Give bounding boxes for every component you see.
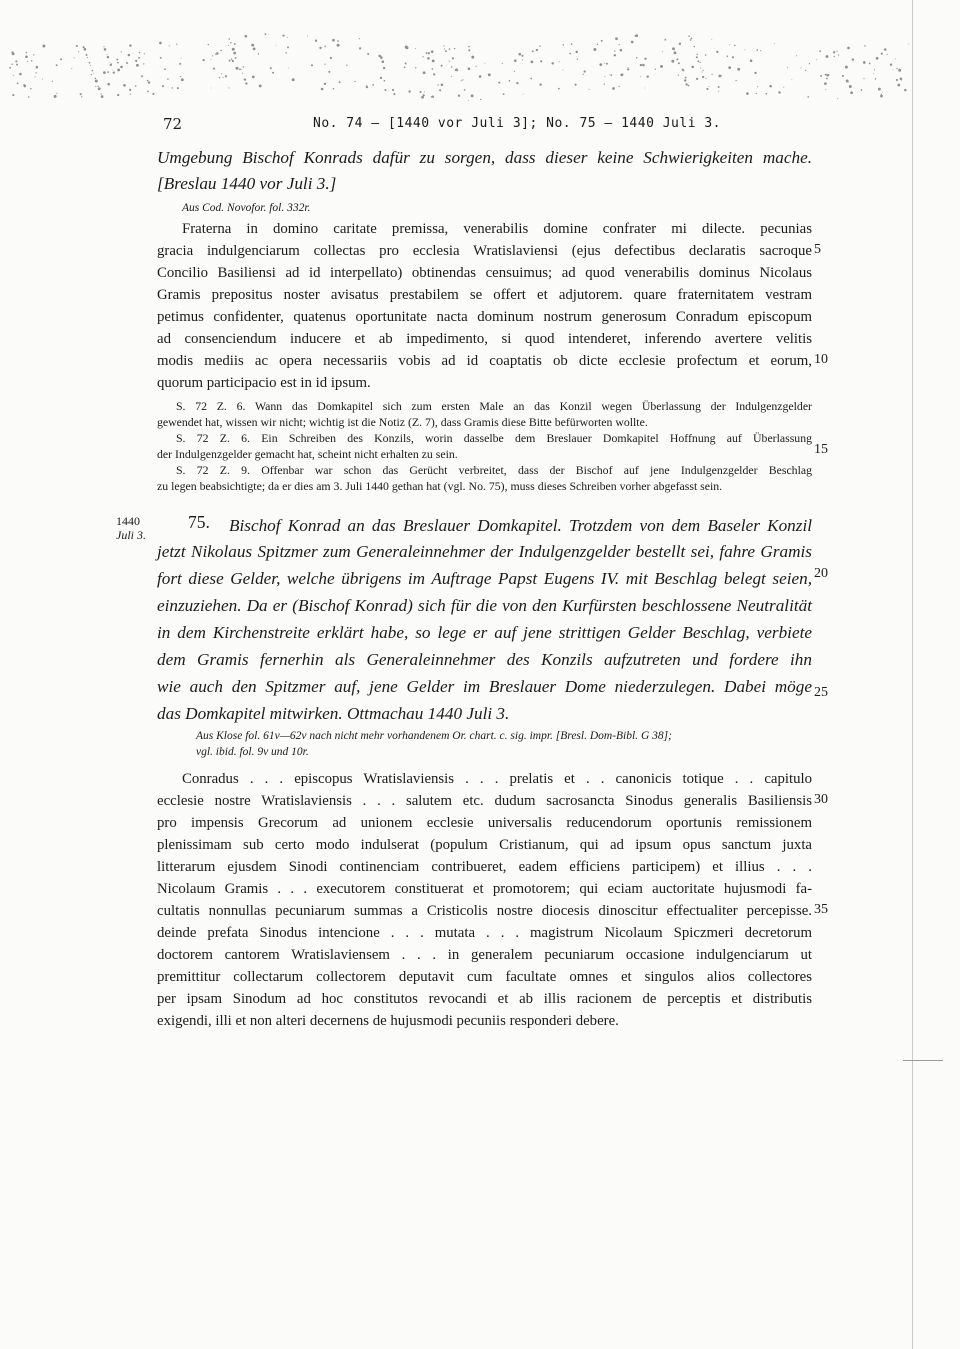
line-number: 20	[814, 566, 828, 581]
doc74-text-line: quorum participacio est in id ipsum.	[157, 375, 371, 391]
doc74-source: Aus Cod. Novofor. fol. 332r.	[182, 202, 311, 214]
margin-year: 1440	[116, 514, 140, 528]
doc75-text-line: Nicolaum Gramis . . . executorem constituerat et promotorem; qui eciam auctoritate hujusmodi fa-	[157, 881, 812, 897]
doc74-text-line: gracia indulgenciarum collectas pro ecclesia Wratislaviensi (ejus defectibus declaratis sacroque	[157, 243, 812, 259]
doc75-text-line: exigendi, illi et non alteri decernens de hujusmodi pecuniis responderi debere.	[157, 1013, 619, 1029]
doc75-source-line: vgl. ibid. fol. 9v und 10r.	[196, 746, 309, 758]
doc74-text-line: Fraterna in domino caritate premissa, venerabilis domine confrater mi dilecte. pecunias	[182, 221, 812, 237]
line-number: 10	[814, 352, 828, 367]
line-number: 35	[814, 902, 828, 917]
doc75-regest-line: in dem Kirchenstreite erklärt habe, so lege er auf jene strittigen Gelder Beschlag, verbiete	[157, 623, 812, 642]
doc74-text-line: Concilio Basiliensi ad id interpellato) obtinendas censuimus; ad quod venerabilis dominus Nicolaus	[157, 265, 812, 281]
doc74-note-line: S. 72 Z. 6. Wann das Domkapitel sich zum ersten Male an das Konzil wegen Überlassung der Indulgenzgelder	[176, 399, 812, 413]
document-number: 75.	[188, 512, 210, 532]
doc75-text-line: per ipsam Sinodum ad hoc constitutos revocandi et ab illis racionem de perceptis et distributis	[157, 991, 812, 1007]
doc75-regest-line: das Domkapitel mitwirken. Ottmachau 1440 Juli 3.	[157, 704, 510, 723]
doc75-regest-line: jetzt Nikolaus Spitzmer zum Generaleinnehmer der Indulgenzgelder bestellt sei, fahre Gramis	[157, 542, 812, 561]
doc75-text-line: deinde prefata Sinodus intencione . . . mutata . . . magistrum Nicolaum Spiczmeri decretorum	[157, 925, 812, 941]
doc74-note-line: S. 72 Z. 6. Ein Schreiben des Konzils, worin dasselbe dem Breslauer Domkapitel Hoffnung auf Überlassung	[176, 431, 812, 445]
line-number: 25	[814, 685, 828, 700]
doc74-text-line: Gramis prepositus noster avisatus prestabilem se offert et adjutorem. quare fraternitatem vestram	[157, 287, 812, 303]
doc74-text-line: ad consenciendum inducere et ab impedimento, si quod intenderet, inferendo avertere velitis	[157, 331, 812, 347]
running-title: No. 74 — [1440 vor Juli 3]; No. 75 — 1440 Juli 3.	[313, 116, 722, 131]
doc75-text-line: ecclesie nostre Wratislaviensis . . . salutem etc. dudum sacrosancta Sinodus generalis Basiliensis	[157, 793, 812, 809]
doc74-note-line: S. 72 Z. 9. Offenbar war schon das Gerücht verbreitet, dass der Bischof auf jene Indulgenzgelder Beschlag	[176, 463, 812, 477]
doc75-text-line: premittitur collectarum collectorem deputavit cum facultate omnes et singulos alios collectores	[157, 969, 812, 985]
doc74-note-line: gewendet hat, wissen wir nicht; wichtig ist die Notiz (Z. 7), dass Gramis diese Bitte befürworten wollte.	[157, 415, 648, 429]
doc74-note-line: zu legen beabsichtigte; da er dies am 3. Juli 1440 gethan hat (vgl. No. 75), muss dieses Schreiben vorher abgefasst sein.	[157, 479, 723, 493]
line-number: 15	[814, 442, 828, 457]
doc75-text-line: Conradus . . . episcopus Wratislaviensis . . . prelatis et . . canonicis totique . . capitulo	[182, 771, 812, 787]
doc75-regest-line: fort diese Gelder, welche übrigens im Auftrage Papst Eugens IV. mit Beschlag belegt seien,	[157, 569, 812, 588]
doc75-source-line: Aus Klose fol. 61v—62v nach nicht mehr vorhandenem Or. chart. c. sig. impr. [Bresl. Dom-Bibl. G 38];	[196, 730, 672, 742]
doc75-text-line: doctorem cantorem Wratislaviensem . . . in generalem pecuniarum occasione indulgenciarum ut	[157, 947, 812, 963]
doc75-text-line: litterarum ejusdem Sinodi continenciam contribueret, eadem efficiens participem) et illius . . .	[157, 859, 812, 875]
doc75-regest-line: Bischof Konrad an das Breslauer Domkapitel. Trotzdem von dem Baseler Konzil	[229, 516, 812, 535]
line-number: 5	[814, 242, 821, 257]
doc74-text-line: modis mediis ac opera necessariis vobis ad id coaptatis ob dicte ecclesie profectum et eorum,	[157, 353, 812, 369]
doc75-text-line: plenissimam sub certo modo indulserat (populum Cristianum, qui ad ipsum opus sanctum juxta	[157, 837, 812, 853]
doc75-text-line: cultatis nonnullas pecuniarum summas a Cristicolis nostre diocesis dinoscitur effectualiter percepisse.	[157, 903, 812, 919]
doc74-text-line: petimus confidenter, quatenus oportunitate nacta dominum nostrum generosum Conradum episcopum	[157, 309, 812, 325]
margin-date	[116, 514, 146, 542]
doc75-text-line: pro impensis Grecorum ad unionem ecclesie universalis reducendorum oportunis remissionem	[157, 815, 812, 831]
page-number: 72	[163, 115, 183, 133]
doc74-note-line: der Indulgenzgelder gemacht hat, scheint nicht erhalten zu sein.	[157, 447, 458, 461]
doc74-regest-line: [Breslau 1440 vor Juli 3.]	[157, 174, 337, 193]
doc75-regest-line: wie auch den Spitzmer auf, jene Gelder im Breslauer Dome niederzulegen. Dabei möge	[157, 677, 812, 696]
doc75-regest-line: dem Gramis fernerhin als Generaleinnehmer des Konzils aufzutreten und fordere ihn	[157, 650, 812, 669]
margin-day: Juli 3.	[116, 528, 146, 542]
doc75-regest-line: einzuziehen. Da er (Bischof Konrad) sich für die von den Kurfürsten beschlossene Neutralität	[157, 596, 812, 615]
line-number: 30	[814, 792, 828, 807]
doc74-regest-line: Umgebung Bischof Konrads dafür zu sorgen, dass dieser keine Schwierigkeiten mache.	[157, 148, 812, 167]
